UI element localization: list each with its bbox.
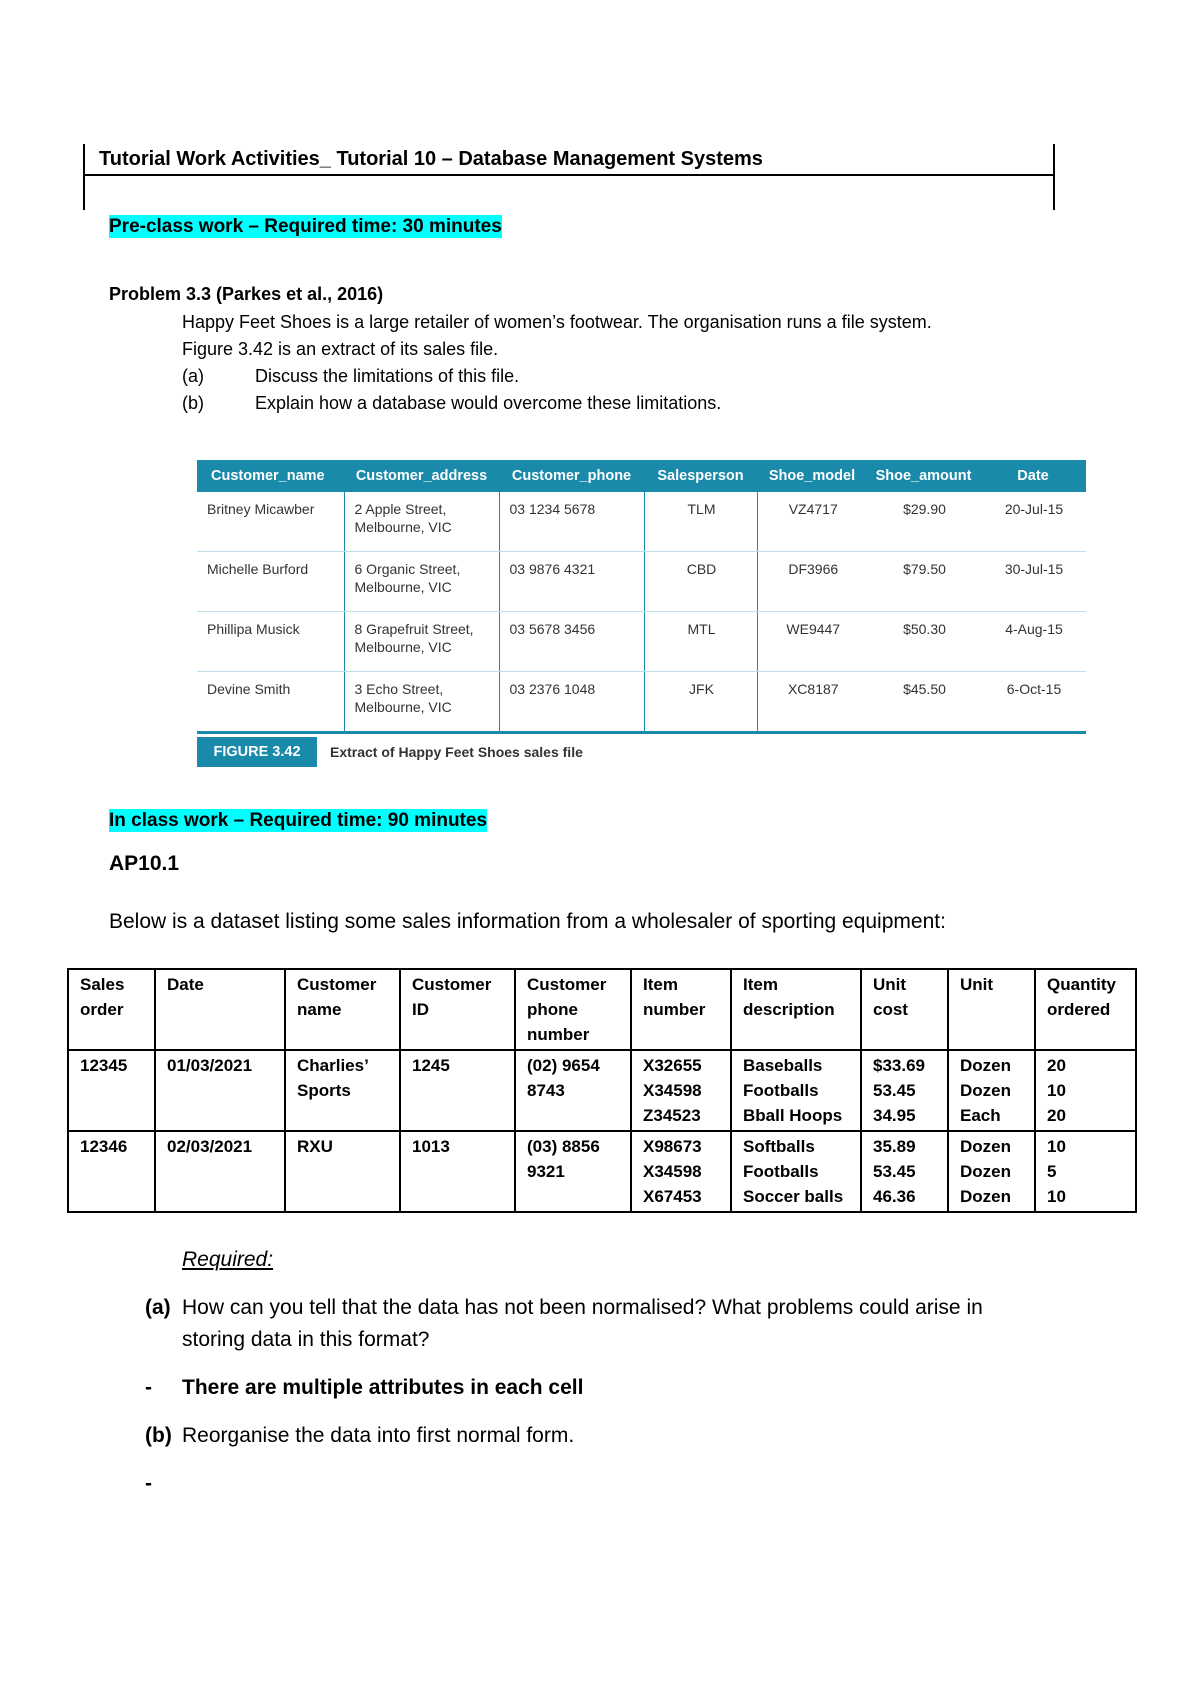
question-a-line1: How can you tell that the data has not been normalised? What problems could arise in — [182, 1296, 983, 1319]
figure-caption — [197, 737, 1086, 767]
figure-header-row — [197, 460, 1086, 492]
shoe-amount-cell: $50.30 — [867, 612, 980, 672]
figure-header-cell: Customer_name — [197, 460, 344, 492]
item-b-label: (b) — [182, 393, 204, 413]
dataset-intro: Below is a dataset listing some sales information from a wholesaler of sporting equipment: — [109, 910, 946, 933]
dataset-header-cell: Unit cost — [861, 969, 948, 1050]
figure-header-cell: Salesperson — [644, 460, 757, 492]
question-a-label: (a) — [145, 1296, 171, 1319]
sales-file-table — [197, 460, 1086, 734]
table-row — [68, 1131, 1136, 1212]
customer-name-cell: Devine Smith — [197, 672, 344, 733]
table-row — [197, 492, 1086, 552]
dataset-cell: Dozen Dozen Each — [948, 1050, 1035, 1131]
customer-phone-cell: 03 9876 4321 — [499, 552, 644, 612]
customer-phone-cell: 03 1234 5678 — [499, 492, 644, 552]
address-line: 2 Apple Street, — [354, 501, 447, 517]
dataset-cell: 12345 — [68, 1050, 155, 1131]
dataset-cell: RXU — [285, 1131, 400, 1212]
salesperson-cell: TLM — [644, 492, 757, 552]
figure-3-42 — [197, 460, 1086, 767]
address-line: Melbourne, VIC — [354, 519, 452, 535]
salesperson-cell: CBD — [644, 552, 757, 612]
dataset-header-cell: Date — [155, 969, 285, 1050]
dataset-cell: 01/03/2021 — [155, 1050, 285, 1131]
salesperson-cell: JFK — [644, 672, 757, 733]
salesperson-cell: MTL — [644, 612, 757, 672]
address-line: 6 Organic Street, — [354, 561, 461, 577]
table-row — [68, 1050, 1136, 1131]
customer-phone-cell: 03 5678 3456 — [499, 612, 644, 672]
dataset-table — [67, 968, 1137, 1213]
shoe-amount-cell: $45.50 — [867, 672, 980, 733]
customer-name-cell: Michelle Burford — [197, 552, 344, 612]
shoe-model-cell: XC8187 — [757, 672, 867, 733]
question-b-label: (b) — [145, 1424, 172, 1447]
table-row — [197, 672, 1086, 733]
address-line: 8 Grapefruit Street, — [354, 621, 474, 637]
customer-name-cell: Britney Micawber — [197, 492, 344, 552]
problem-para-line1: Happy Feet Shoes is a large retailer of women’s footwear. The organisation runs a file system. — [182, 312, 932, 332]
dataset-header-row — [68, 969, 1136, 1050]
address-line: Melbourne, VIC — [354, 639, 452, 655]
table-row — [197, 552, 1086, 612]
exercise-code: AP10.1 — [109, 852, 180, 875]
dataset-cell: 12346 — [68, 1131, 155, 1212]
figure-header-cell: Shoe_model — [757, 460, 867, 492]
dataset-header-cell: Customer name — [285, 969, 400, 1050]
dataset-cell: 1013 — [400, 1131, 515, 1212]
table-row — [197, 612, 1086, 672]
date-cell: 20-Jul-15 — [980, 492, 1086, 552]
question-b-text: Reorganise the data into first normal form. — [182, 1424, 575, 1447]
dataset-cell: 20 10 20 — [1035, 1050, 1136, 1131]
dataset-header-cell: Customer ID — [400, 969, 515, 1050]
customer-phone-cell: 03 2376 1048 — [499, 672, 644, 733]
dataset-cell: Softballs Footballs Soccer balls — [731, 1131, 861, 1212]
date-cell: 4-Aug-15 — [980, 612, 1086, 672]
dataset-header-cell: Item description — [731, 969, 861, 1050]
item-a-text: Discuss the limitations of this file. — [255, 366, 520, 386]
address-line: Melbourne, VIC — [354, 699, 452, 715]
dataset-cell: 02/03/2021 — [155, 1131, 285, 1212]
dataset-header-cell: Customer phone number — [515, 969, 631, 1050]
customer-address-cell — [344, 672, 499, 733]
item-b-text: Explain how a database would overcome these limitations. — [255, 393, 722, 413]
dataset-cell: (03) 8856 9321 — [515, 1131, 631, 1212]
dataset-header-cell: Item number — [631, 969, 731, 1050]
customer-address-cell — [344, 612, 499, 672]
item-a-label: (a) — [182, 366, 204, 386]
page-title: Tutorial Work Activities_ Tutorial 10 – Database Management Systems — [99, 148, 763, 170]
customer-address-cell — [344, 552, 499, 612]
address-line: Melbourne, VIC — [354, 579, 452, 595]
dataset-cell: Dozen Dozen Dozen — [948, 1131, 1035, 1212]
header-underline — [83, 174, 1055, 176]
problem-title: Problem 3.3 (Parkes et al., 2016) — [109, 284, 384, 304]
dataset-table-wrapper — [67, 968, 1137, 1213]
figure-header-cell: Shoe_amount — [867, 460, 980, 492]
header-box — [83, 144, 1055, 210]
header-right-border — [1053, 144, 1055, 210]
figure-header-cell: Customer_address — [344, 460, 499, 492]
date-cell: 30-Jul-15 — [980, 552, 1086, 612]
figure-caption-label: FIGURE 3.42 — [197, 737, 317, 767]
question-a-line2: storing data in this format? — [182, 1328, 430, 1351]
answer-a-text: There are multiple attributes in each cell — [182, 1376, 584, 1399]
figure-header-cell: Customer_phone — [499, 460, 644, 492]
date-cell: 6-Oct-15 — [980, 672, 1086, 733]
preclass-label: Pre-class work – Required time: 30 minutes — [109, 216, 502, 237]
inclass-label: In class work – Required time: 90 minutes — [109, 810, 488, 831]
answer-a-dash: - — [145, 1376, 152, 1399]
dataset-cell: 35.89 53.45 46.36 — [861, 1131, 948, 1212]
dataset-cell: 1245 — [400, 1050, 515, 1131]
shoe-amount-cell: $79.50 — [867, 552, 980, 612]
required-heading: Required: — [182, 1248, 274, 1271]
shoe-model-cell: WE9447 — [757, 612, 867, 672]
dataset-cell: (02) 9654 8743 — [515, 1050, 631, 1131]
dataset-cell: $33.69 53.45 34.95 — [861, 1050, 948, 1131]
shoe-model-cell: VZ4717 — [757, 492, 867, 552]
dataset-header-cell: Quantity ordered — [1035, 969, 1136, 1050]
figure-caption-text: Extract of Happy Feet Shoes sales file — [330, 744, 583, 760]
dataset-cell: Baseballs Footballs Bball Hoops — [731, 1050, 861, 1131]
dataset-header-cell: Sales order — [68, 969, 155, 1050]
dataset-cell: 10 5 10 — [1035, 1131, 1136, 1212]
shoe-amount-cell: $29.90 — [867, 492, 980, 552]
dataset-header-cell: Unit — [948, 969, 1035, 1050]
answer-b-dash: - — [145, 1472, 152, 1495]
header-left-border — [83, 144, 85, 210]
customer-name-cell: Phillipa Musick — [197, 612, 344, 672]
shoe-model-cell: DF3966 — [757, 552, 867, 612]
dataset-cell: Charlies’ Sports — [285, 1050, 400, 1131]
problem-para-line2: Figure 3.42 is an extract of its sales file. — [182, 339, 499, 359]
dataset-cell: X32655 X34598 Z34523 — [631, 1050, 731, 1131]
customer-address-cell — [344, 492, 499, 552]
dataset-cell: X98673 X34598 X67453 — [631, 1131, 731, 1212]
address-line: 3 Echo Street, — [354, 681, 444, 697]
figure-header-cell: Date — [980, 460, 1086, 492]
